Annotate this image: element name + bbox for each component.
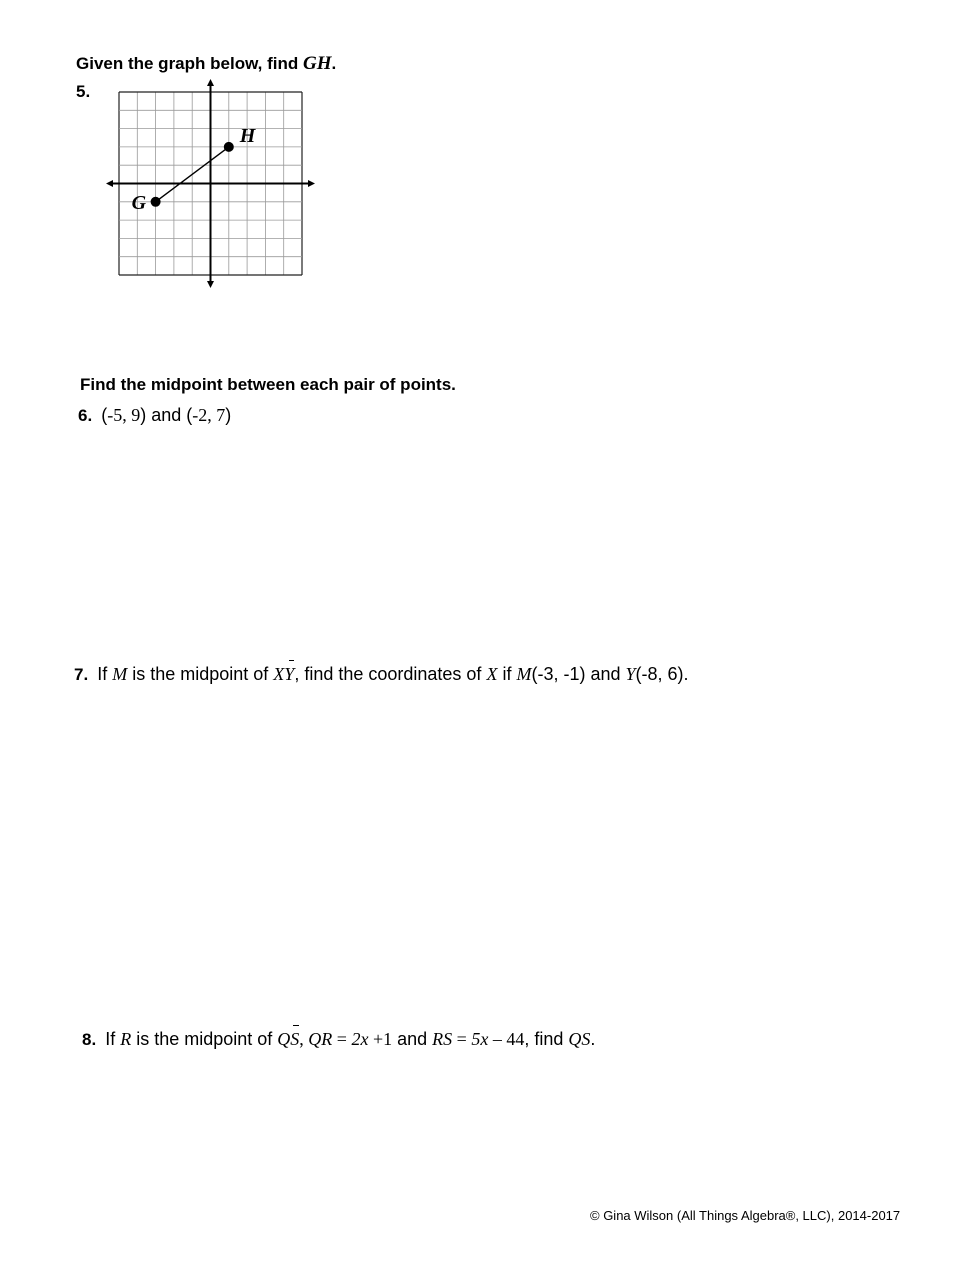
problem-7 (74, 664, 689, 685)
segment-qs: QS (277, 1029, 300, 1049)
problem-8-text (105, 1029, 595, 1049)
paren: ( (186, 405, 193, 425)
point-2-coords: -2, 7 (192, 405, 226, 425)
heading-variable: GH (303, 53, 332, 74)
equals: = (452, 1029, 472, 1049)
point-label-h: H (239, 124, 256, 147)
minus-44: – 44 (488, 1029, 525, 1049)
segment-xy: XY (273, 664, 295, 684)
text: and (585, 664, 626, 684)
plus-1: +1 (368, 1029, 393, 1049)
x-axis-arrow-left (106, 180, 113, 187)
paren: ( (101, 405, 108, 425)
expr-2x: 2x (351, 1029, 369, 1049)
problem-6 (78, 405, 231, 426)
coords-m: (-3, -1) (531, 664, 586, 684)
var-r: R (120, 1029, 132, 1049)
equals: = (332, 1029, 352, 1049)
text: , find (524, 1029, 569, 1049)
section-heading-midpoint: Find the midpoint between each pair of points. (80, 375, 456, 394)
problem-6-points (101, 405, 231, 425)
var-m: M (516, 664, 532, 684)
coordinate-grid (100, 75, 320, 295)
problem-7-text (97, 664, 688, 684)
var-x: X (486, 664, 498, 684)
point-g (151, 197, 161, 207)
section-heading-graph (76, 53, 336, 75)
coords-y: (-8, 6) (635, 664, 684, 684)
y-axis-arrow-down (207, 281, 214, 288)
text: is the midpoint of (131, 1029, 278, 1049)
text: and (392, 1029, 433, 1049)
problem-5-number: 5. (76, 82, 91, 101)
point-label-g: G (131, 191, 147, 214)
x-axis-arrow-right (308, 180, 315, 187)
text: , find the coordinates of (294, 664, 487, 684)
heading-text: Given the graph below, find (76, 54, 303, 73)
point-1-coords: -5, 9 (107, 405, 141, 425)
text: If (105, 1029, 121, 1049)
and-text: and (146, 405, 187, 425)
var-qr: QR (308, 1029, 333, 1049)
var-rs: RS (432, 1029, 453, 1049)
problem-6-number: 6. (78, 406, 93, 425)
text: . (590, 1029, 596, 1049)
copyright-footer: © Gina Wilson (All Things Algebra®, LLC), 2014-2017 (590, 1208, 901, 1223)
problem-8-number: 8. (82, 1030, 97, 1049)
text: , (299, 1029, 309, 1049)
text: If (97, 664, 113, 684)
var-y: Y (625, 664, 636, 684)
text: is the midpoint of (127, 664, 274, 684)
paren: ) (140, 405, 147, 425)
problem-8 (82, 1029, 595, 1050)
problem-7-number: 7. (74, 665, 89, 684)
var-m: M (112, 664, 128, 684)
graph-points (132, 125, 257, 214)
text: if (497, 664, 517, 684)
var-qs: QS (568, 1029, 591, 1049)
heading-period: . (331, 54, 337, 73)
paren: ) (225, 405, 232, 425)
point-h (224, 142, 234, 152)
expr-5x: 5x (471, 1029, 489, 1049)
y-axis-arrow-up (207, 79, 214, 86)
text: . (683, 664, 689, 684)
